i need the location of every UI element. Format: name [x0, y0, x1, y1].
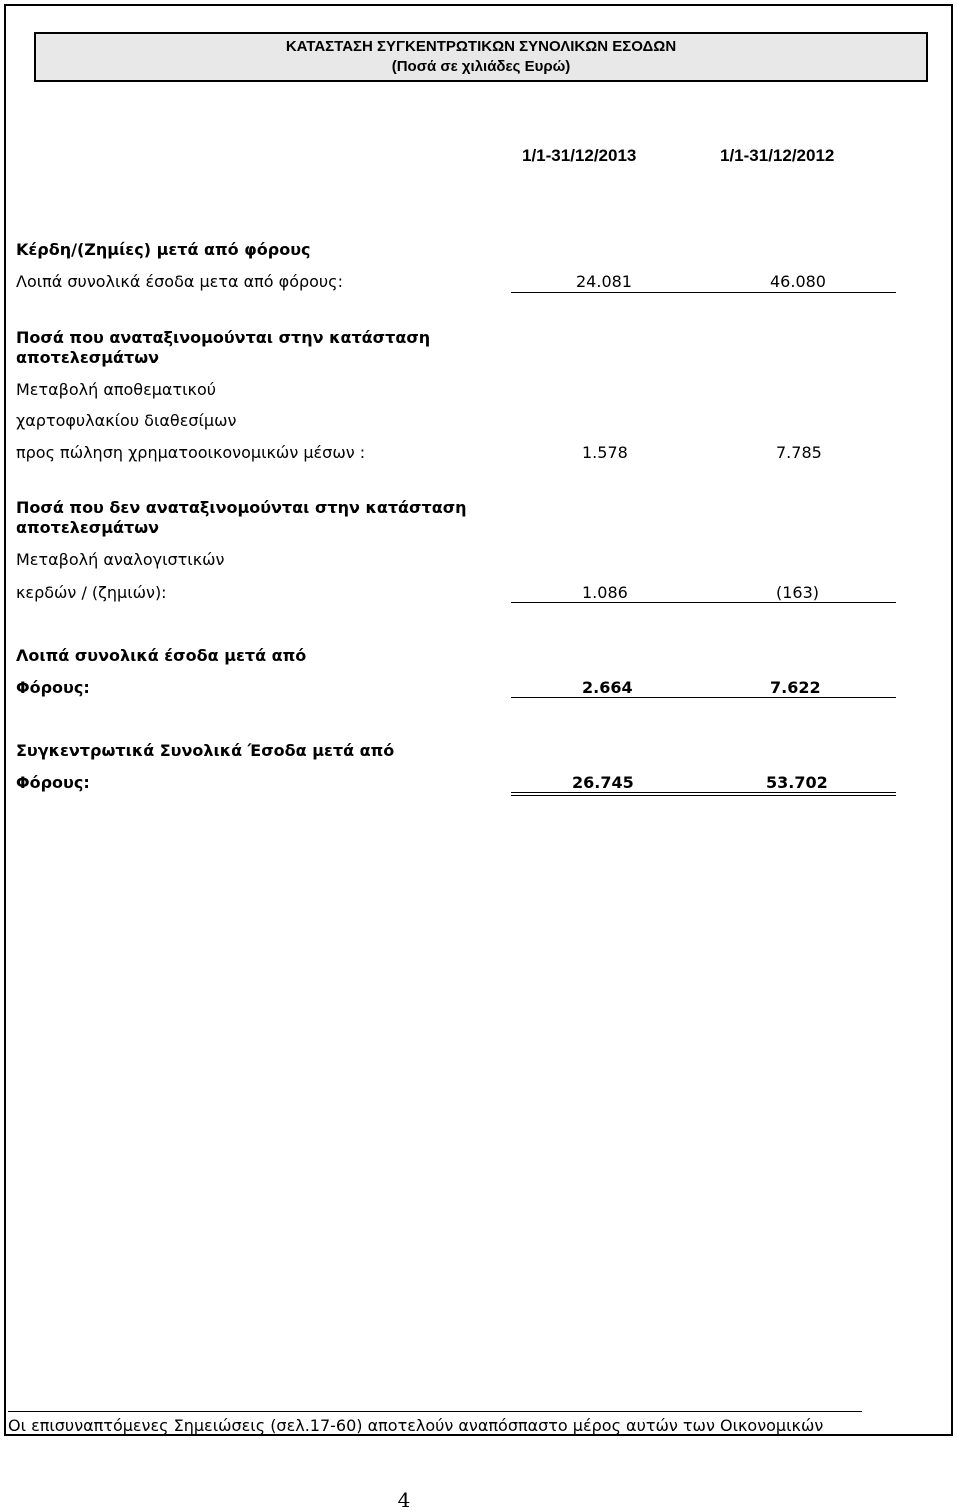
- double-underline-total-top: [511, 792, 896, 793]
- column-header-2012: 1/1-31/12/2012: [720, 146, 835, 165]
- footer-note: Οι επισυναπτόμενες Σημειώσεις (σελ.17-60) αποτελούν αναπόσπαστο μέρος αυτών των Οικονομικών: [8, 1416, 824, 1435]
- underline-other-income: [511, 292, 896, 293]
- afs-2013: 1.578: [582, 443, 628, 462]
- afs-2012: 7.785: [776, 443, 822, 462]
- oci-label-line2: Φόρους:: [16, 678, 90, 697]
- actuarial-2012: (163): [776, 583, 820, 602]
- column-header-2013: 1/1-31/12/2013: [522, 146, 637, 165]
- oci-2012: 7.622: [770, 678, 821, 697]
- actuarial-label-line1: Μεταβολή αναλογιστικών: [16, 550, 225, 569]
- page-number: 4: [397, 1488, 411, 1512]
- afs-label-line1: Μεταβολή αποθεματικού: [16, 380, 216, 399]
- underline-oci: [511, 697, 896, 698]
- total-2012: 53.702: [766, 773, 828, 792]
- profit-label: Κέρδη/(Ζημίες) μετά από φόρους: [16, 240, 311, 259]
- nonreclass-heading-line1: Ποσά που δεν αναταξινομούνται στην κατάσταση: [16, 498, 467, 517]
- other-income-2012: 46.080: [770, 272, 826, 291]
- total-2013: 26.745: [572, 773, 634, 792]
- afs-label-line3: προς πώληση χρηματοοικονομικών μέσων :: [16, 443, 366, 462]
- statement-subtitle: (Ποσά σε χιλιάδες Ευρώ): [391, 58, 571, 75]
- actuarial-2013: 1.086: [582, 583, 628, 602]
- afs-label-line2: χαρτοφυλακίου διαθεσίμων: [16, 411, 237, 430]
- reclass-heading-line2: αποτελεσμάτων: [16, 348, 160, 367]
- title-box: [34, 32, 928, 82]
- oci-2013: 2.664: [582, 678, 633, 697]
- reclass-heading-line1: Ποσά που αναταξινομούνται στην κατάσταση: [16, 328, 431, 347]
- other-income-2013: 24.081: [576, 272, 632, 291]
- double-underline-total-bottom: [511, 795, 896, 796]
- oci-label-line1: Λοιπά συνολικά έσοδα μετά από: [16, 646, 307, 665]
- statement-title: ΚΑΤΑΣΤΑΣΗ ΣΥΓΚΕΝΤΡΩΤΙΚΩΝ ΣΥΝΟΛΙΚΩΝ ΕΣΟΔΩΝ: [285, 38, 677, 55]
- underline-actuarial: [511, 602, 896, 603]
- page-frame: [4, 4, 953, 1436]
- actuarial-label-line2: κερδών / (ζημιών):: [16, 583, 167, 602]
- other-income-label: Λοιπά συνολικά έσοδα μετα από φόρους:: [16, 272, 343, 291]
- footer-rule: [8, 1411, 862, 1412]
- nonreclass-heading-line2: αποτελεσμάτων: [16, 518, 160, 537]
- total-label-line1: Συγκεντρωτικά Συνολικά Έσοδα μετά από: [16, 741, 395, 760]
- total-label-line2: Φόρους:: [16, 773, 90, 792]
